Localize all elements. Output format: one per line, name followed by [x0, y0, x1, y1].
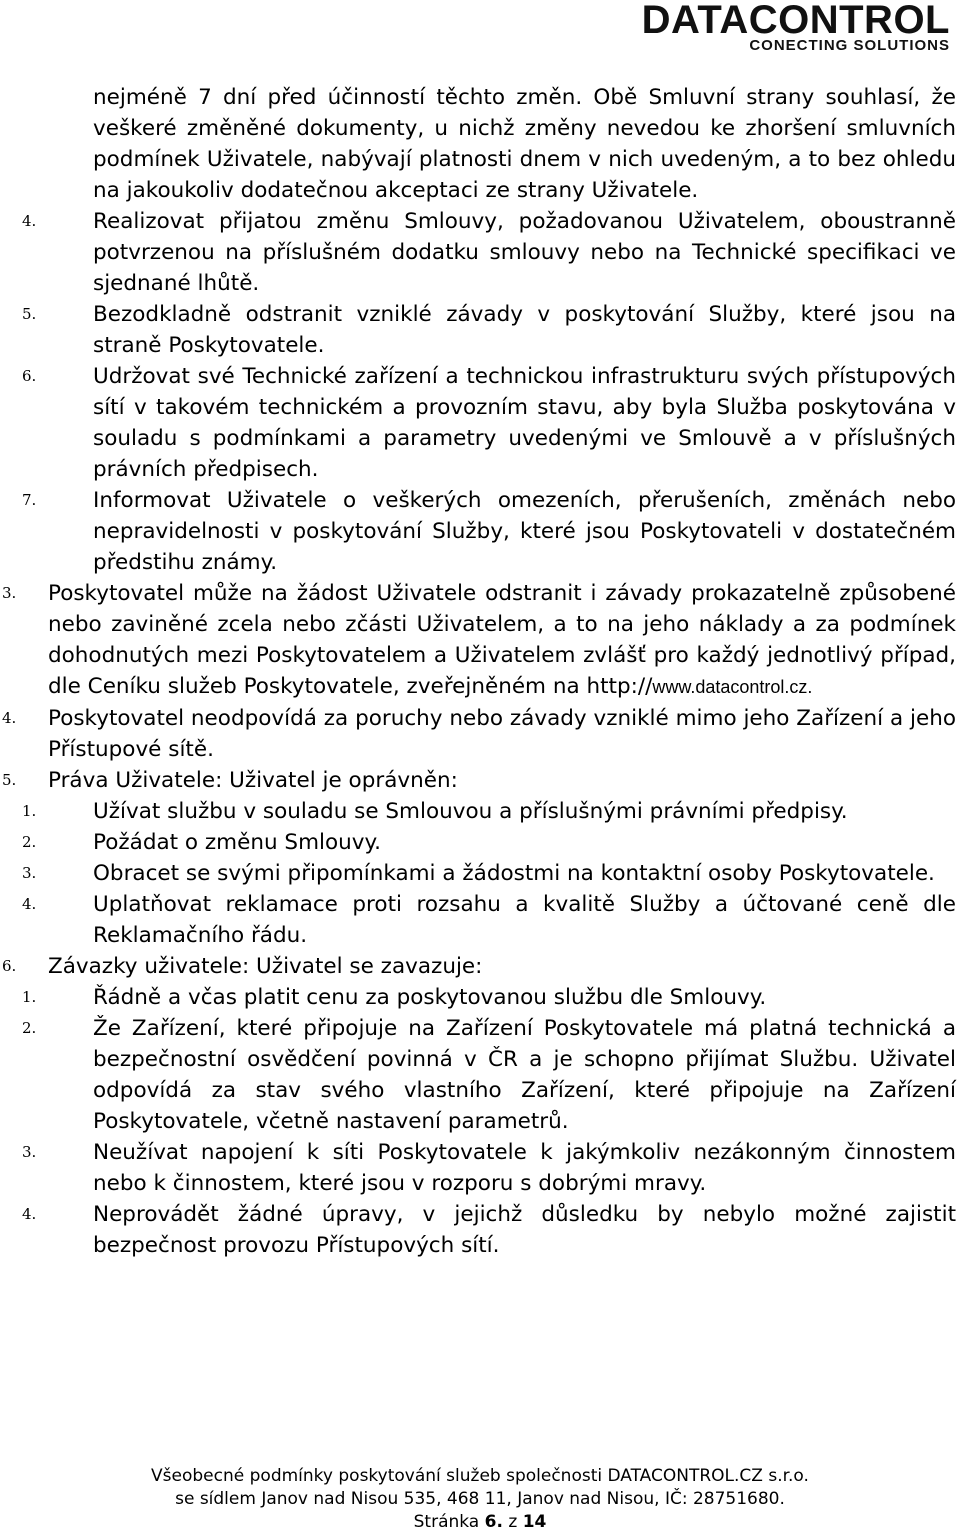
list-number: 3. [22, 1143, 37, 1161]
website-link[interactable]: www.datacontrol.cz. [652, 677, 813, 697]
list-item [0, 858, 956, 889]
list-item [0, 889, 956, 951]
page-number [0, 1511, 960, 1534]
list-item [0, 1199, 956, 1261]
list-text: Bezodkladně odstranit vzniklé závady v poskytování Služby, které jsou na straně Poskytovatele. [93, 302, 956, 358]
page-of: z [508, 1512, 518, 1532]
list-text: Že Zařízení, které připojuje na Zařízení Poskytovatele má platná technická a bezpečnostní osvědčení povinná v ČR a je schopno přijímat Službu. Uživatel odpovídá za stav svého vlastního Zařízení, které připojuje na Zařízení Poskytovatele, včetně nastavení parametrů. [93, 1016, 956, 1134]
list-text: Informovat Uživatele o veškerých omezeních, přerušeních, změnách nebo nepravidelnosti v poskytování Služby, které jsou Poskytovateli v dostatečném předstihu známy. [93, 488, 956, 575]
list-number: 4. [22, 895, 37, 913]
list-text: Realizovat přijatou změnu Smlouvy, požadovanou Uživatelem, oboustranně potvrzenou na příslušném dodatku smlouvy nebo na Technické specifikaci ve sjednané lhůtě. [93, 209, 956, 296]
list-number: 2. [22, 833, 37, 851]
list-item [0, 485, 956, 578]
page-label: Stránka [413, 1512, 480, 1532]
list-text: Řádně a včas platit cenu za poskytovanou službu dle Smlouvy. [93, 985, 767, 1010]
section-text: Závazky uživatele: Uživatel se zavazuje: [48, 954, 483, 979]
section-number: 5. [2, 771, 17, 789]
list-text: Užívat službu v souladu se Smlouvou a příslušnými právními předpisy. [93, 799, 848, 824]
list-number: 5. [22, 305, 37, 323]
list-item [0, 827, 956, 858]
section-item [0, 578, 956, 703]
list-number: 2. [22, 1019, 37, 1037]
list-text: Požádat o změnu Smlouvy. [93, 830, 381, 855]
continuation-paragraph [0, 82, 956, 206]
logo-tagline: CONECTING SOLUTIONS [749, 37, 950, 54]
footer-terms-title: Všeobecné podmínky poskytování služeb společnosti DATACONTROL.CZ s.r.o. [151, 1466, 809, 1486]
list-item [0, 361, 956, 485]
section-text-body: Poskytovatel může na žádost Uživatele odstranit i závady prokazatelně způsobené nebo zaviněné zcela nebo zčásti Uživatelem, a to na jeho náklady a za podmínek dohodnutých mezi Poskytovatelem a Uživatelem zvlášť pro každý jednotlivý případ, dle Ceníku služeb Poskytovatele, zveřejněném na http:// [48, 581, 956, 699]
section-number: 3. [2, 584, 17, 602]
list-text: Neužívat napojení k síti Poskytovatele k jakýmkoliv nezákonným činnostem nebo k činnostem, které jsou v rozporu s dobrými mravy. [93, 1140, 956, 1196]
list-number: 1. [22, 802, 37, 820]
section-item [0, 951, 956, 982]
page-footer [0, 1465, 960, 1534]
list-item [0, 1013, 956, 1137]
list-number: 6. [22, 367, 37, 385]
footer-company-address: se sídlem Janov nad Nisou 535, 468 11, Janov nad Nisou, IČ: 28751680. [175, 1489, 785, 1509]
section-text [48, 578, 956, 703]
list-number: 1. [22, 988, 37, 1006]
list-item [0, 982, 956, 1013]
logo-wordmark: DATACONTROL [641, 0, 950, 42]
list-item [0, 299, 956, 361]
section-number: 6. [2, 957, 17, 975]
list-text: Udržovat své Technické zařízení a technickou infrastrukturu svých přístupových sítí v takovém technickém a provozním stavu, aby byla Služba poskytována v souladu s podmínkami a parametry uvedenými ve Smlouvě a v příslušných právních předpisech. [93, 364, 956, 482]
list-text: Uplatňovat reklamace proti rozsahu a kvalitě Služby a účtované ceně dle Reklamačního řádu. [93, 892, 956, 948]
list-text: Obracet se svými připomínkami a žádostmi na kontaktní osoby Poskytovatele. [93, 861, 935, 886]
document-body [0, 82, 960, 1261]
list-item [0, 1137, 956, 1199]
section-number: 4. [2, 709, 17, 727]
list-item [0, 206, 956, 299]
section-item [0, 765, 956, 796]
list-number: 4. [22, 212, 37, 230]
page-current: 6. [484, 1512, 503, 1532]
page-total: 14 [522, 1512, 547, 1532]
list-number: 7. [22, 491, 37, 509]
list-number: 4. [22, 1205, 37, 1223]
section-text: Práva Uživatele: Uživatel je oprávněn: [48, 768, 458, 793]
paragraph-text: nejméně 7 dní před účinností těchto změn. Obě Smluvní strany souhlasí, že veškeré změněné dokumenty, u nichž změny nevedou ke zhoršení smluvních podmínek Uživatele, nabývají platnosti dnem v nich uvedeným, a to bez ohledu na jakoukoliv dodatečnou akceptaci ze strany Uživatele. [93, 85, 956, 203]
section-item [0, 703, 956, 765]
company-logo [642, 2, 950, 54]
list-text: Neprovádět žádné úpravy, v jejichž důsledku by nebylo možné zajistit bezpečnost provozu Přístupových sítí. [93, 1202, 956, 1258]
list-item [0, 796, 956, 827]
list-number: 3. [22, 864, 37, 882]
section-text: Poskytovatel neodpovídá za poruchy nebo závady vzniklé mimo jeho Zařízení a jeho Přístupové sítě. [48, 706, 956, 762]
